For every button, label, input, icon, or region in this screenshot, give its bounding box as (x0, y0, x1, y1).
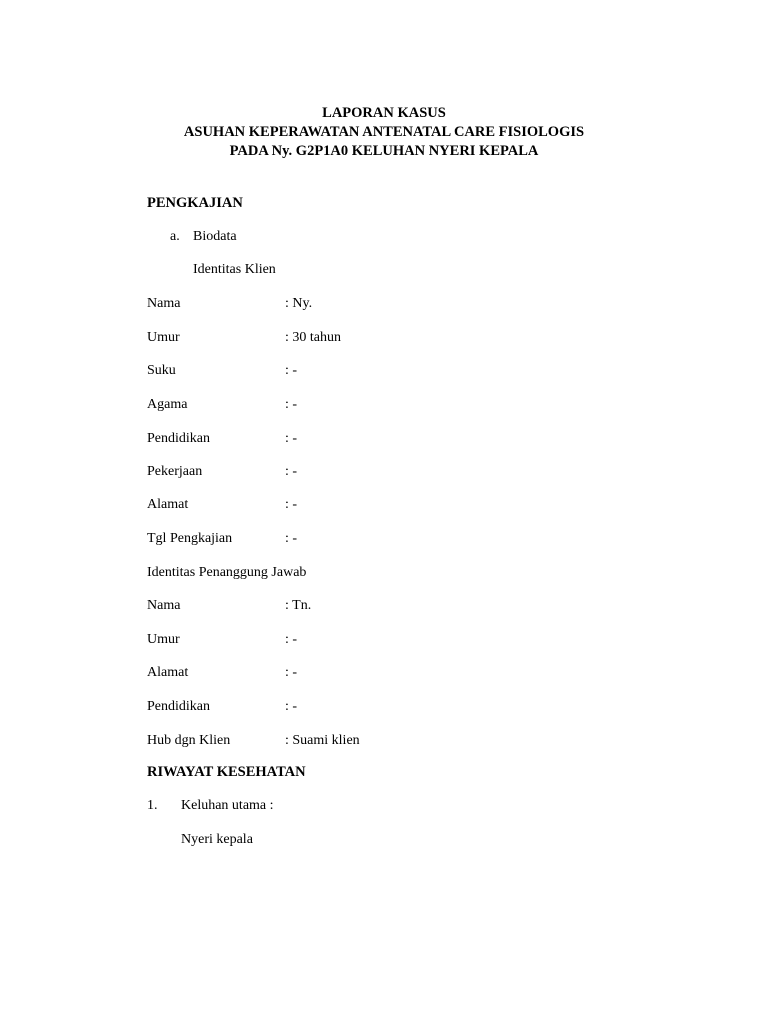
field-value: : - (285, 464, 298, 479)
biodata-marker: a. (170, 229, 180, 244)
field-label: Pendidikan (147, 431, 210, 446)
field-value: : 30 tahun (285, 330, 341, 345)
field-value: : - (285, 531, 298, 546)
field-label: Agama (147, 397, 188, 412)
identitas-klien-label: Identitas Klien (193, 262, 276, 277)
title-line-3: PADA Ny. G2P1A0 KELUHAN NYERI KEPALA (229, 143, 539, 159)
field-value: : - (285, 431, 298, 446)
field-label: Pendidikan (147, 699, 210, 714)
field-value: : - (285, 397, 298, 412)
field-value: : - (285, 699, 298, 714)
biodata-label: Biodata (193, 229, 237, 244)
field-value: : - (285, 665, 298, 680)
field-label: Nama (147, 296, 181, 311)
field-label: Umur (147, 632, 180, 647)
field-value: : - (285, 363, 298, 378)
field-label: Alamat (147, 665, 189, 680)
list-item-number: 1. (147, 798, 158, 813)
title-line-2: ASUHAN KEPERAWATAN ANTENATAL CARE FISIOLOGIS (183, 124, 585, 140)
keluhan-utama-value: Nyeri kepala (181, 832, 253, 847)
field-value: : Suami klien (285, 733, 360, 748)
title-line-1: LAPORAN KASUS (322, 105, 446, 121)
field-label: Hub dgn Klien (147, 733, 231, 748)
penanggung-jawab-heading: Identitas Penanggung Jawab (147, 565, 307, 580)
keluhan-utama-label: Keluhan utama : (181, 798, 274, 813)
field-label: Tgl Pengkajian (147, 531, 233, 546)
field-value: : - (285, 497, 298, 512)
field-value: : Ny. (285, 296, 313, 311)
field-value: : Tn. (285, 598, 312, 613)
field-label: Alamat (147, 497, 189, 512)
field-label: Umur (147, 330, 180, 345)
field-label: Nama (147, 598, 181, 613)
section-heading-pengkajian: PENGKAJIAN (147, 195, 243, 211)
field-label: Pekerjaan (147, 464, 203, 479)
field-label: Suku (147, 363, 176, 378)
field-value: : - (285, 632, 298, 647)
section-heading-riwayat: RIWAYAT KESEHATAN (147, 764, 306, 780)
